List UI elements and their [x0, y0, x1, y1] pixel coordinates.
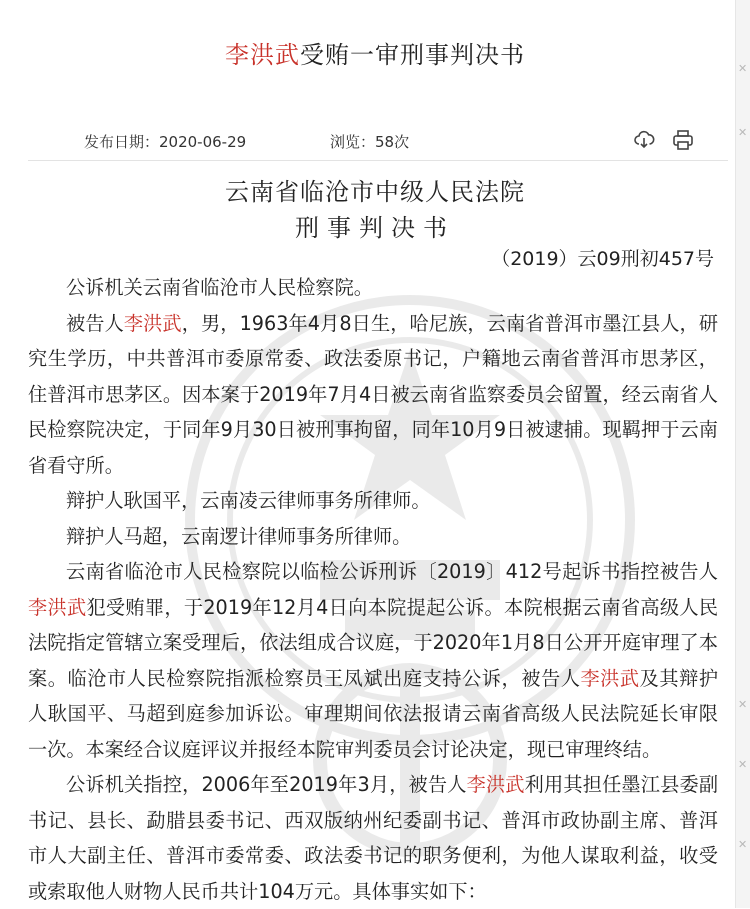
publish-date: 发布日期：2020-06-29 [84, 133, 247, 151]
defendant-name: 李洪武 [28, 595, 87, 619]
text-segment: 犯受贿罪，于2019年12月4日向本院提起公诉。本院根据云南省高级人民法院指定管辖立案受理后，依法组成合议庭，于2020年1月8日公开开庭审理了本案。临沧市人民检察院指派检察员王凤斌出庭支持公诉，被告人 [28, 595, 719, 690]
text-segment: 利用其担任墨江县委副书记、县长、勐腊县委书记、西双版纳州纪委副书记、普洱市政协副主席、普洱市人大副主任、普洱市委常委、政法委书记的职务便利，为他人谋取利益，收受或索取他人财物人民币共计104万元。具体事实如下： [28, 773, 719, 903]
divider [28, 160, 728, 161]
meta-bar [0, 128, 750, 160]
toolbar-icons [632, 128, 705, 156]
paragraph-defendant [28, 306, 718, 484]
view-count: 浏览：58次 [330, 133, 410, 151]
document-body [28, 270, 718, 909]
court-name: 云南省临沧市中级人民法院 [225, 178, 525, 206]
printer-icon[interactable] [671, 128, 695, 152]
edge-mark: ✕ [738, 62, 748, 75]
edge-mark: ✕ [738, 698, 748, 711]
title-text: 受贿一审刑事判决书 [300, 41, 525, 69]
top-bar [0, 0, 750, 100]
defendant-name: 李洪武 [466, 773, 525, 796]
edge-mark: ✕ [738, 126, 748, 139]
download-icon[interactable] [632, 128, 656, 152]
defendant-name: 李洪武 [580, 666, 640, 690]
text-segment: 被告人 [66, 311, 124, 335]
case-number: （2019）云09刑初457号 [491, 248, 714, 270]
title-defendant-name: 李洪武 [225, 41, 300, 69]
paragraph-prosecutor: 公诉机关云南省临沧市人民检察院。 [66, 276, 373, 299]
edge-mark: ✕ [738, 758, 748, 771]
paragraph-procedure [28, 554, 718, 767]
edge-mark: ✕ [738, 838, 748, 851]
text-segment: 云南省临沧市人民检察院以临检公诉刑诉〔2019〕412号起诉书指控被告人 [66, 560, 718, 583]
text-segment: ，男，1963年4月8日生，哈尼族，云南省普洱市墨江县人，研究生学历，中共普洱市委原常委、政法委原书记，户籍地云南省普洱市思茅区，住普洱市思茅区。因本案于2019年7月4日被云南省监察委员会留置，经云南省人民检察院决定，于同年9月30日被刑事拘留，同年10月9日被逮捕。现羁押于云南省看守所。 [28, 311, 719, 477]
paragraph-charges [28, 767, 718, 909]
text-segment: 及其辩护人耿国平、马超到庭参加诉讼。审理期间依法报请云南省高级人民法院延长审限一次。本案经合议庭评议并报经本院审判委员会讨论决定，现已审理终结。 [28, 666, 719, 761]
defendant-name: 李洪武 [123, 311, 182, 335]
paragraph-defender-1: 辩护人耿国平，云南凌云律师事务所律师。 [66, 489, 431, 512]
text-segment: 公诉机关指控，2006年至2019年3月，被告人 [66, 773, 467, 796]
page-title [0, 35, 750, 70]
document-type: 刑事判决书 [295, 214, 455, 242]
paragraph-defender-2: 辩护人马超，云南逻计律师事务所律师。 [66, 524, 412, 548]
